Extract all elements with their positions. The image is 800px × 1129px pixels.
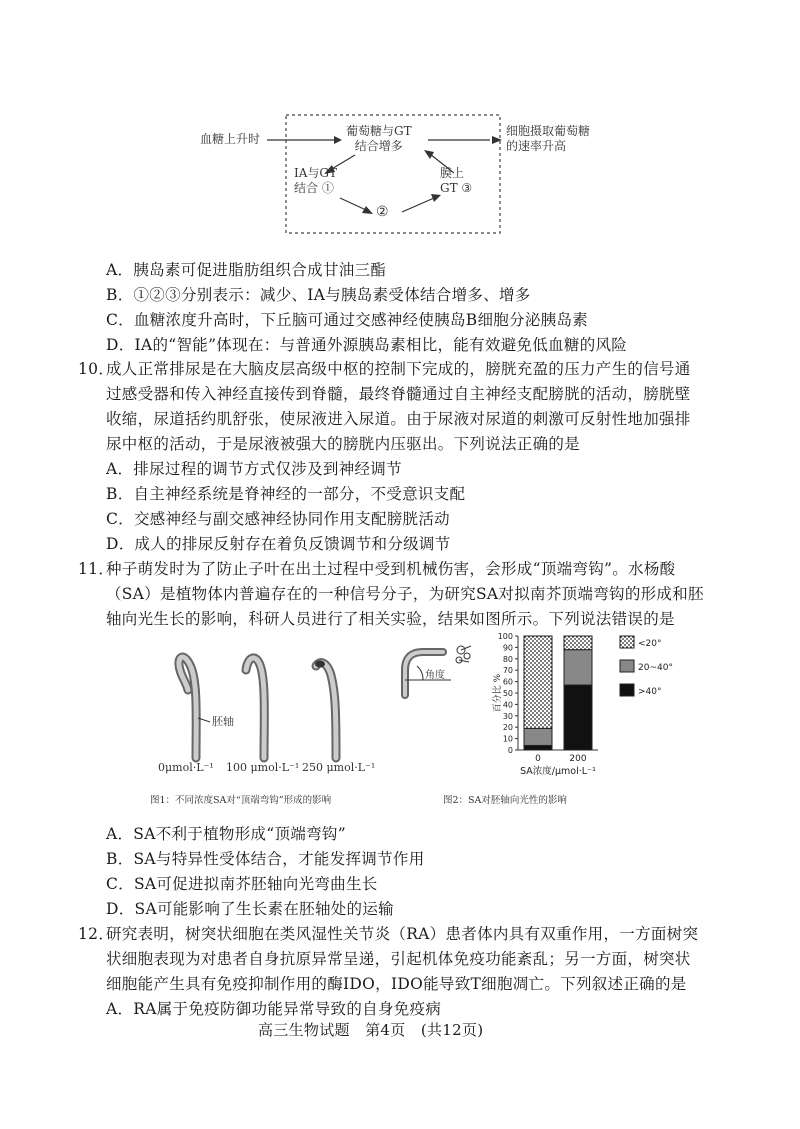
diagram-ia-gt-label: IA与GT 结合 ① bbox=[294, 166, 337, 195]
bar-segment bbox=[524, 745, 552, 750]
fig1-conc-250: 250 μmol·L⁻¹ bbox=[302, 761, 376, 774]
figure-2-caption: 图2：SA对胚轴向光性的影响 bbox=[443, 795, 567, 806]
q11-text-line3: 轴向光生长的影响，科研人员进行了相关实验，结果如图所示。下列说法错误的是 bbox=[106, 610, 675, 628]
arrow-ia-to-2 bbox=[340, 198, 366, 210]
q12-text-line2: 状细胞表现为对患者自身抗原异常呈递，引起机体免疫功能紊乱；另一方面，树突状 bbox=[106, 950, 691, 968]
phototropism-drawing bbox=[395, 630, 505, 713]
q10-text-line3: 收缩，尿道括约肌舒张，使尿液进入尿道。由于尿液对尿道的刺激可反射性地加强排 bbox=[106, 410, 691, 428]
figure-2 bbox=[395, 630, 695, 790]
y-tick-label: 80 bbox=[502, 654, 513, 664]
y-tick-label: 100 bbox=[497, 632, 513, 641]
y-tick-label: 90 bbox=[502, 643, 513, 653]
bar-segment bbox=[564, 650, 592, 685]
bar-segment bbox=[564, 685, 592, 750]
y-tick-label: 50 bbox=[502, 689, 513, 698]
arrow-2-to-gt bbox=[402, 198, 434, 212]
y-tick-label: 20 bbox=[502, 723, 513, 733]
q9-option-b: B．①②③分别表示：减少、IA与胰岛素受体结合增多、增多 bbox=[106, 286, 531, 304]
legend-label: <20° bbox=[638, 639, 662, 649]
q12-text-line1: 研究表明，树突状细胞在类风湿性关节炎（RA）患者体内具有双重作用，一方面树突 bbox=[106, 925, 699, 943]
fig1-hypocotyl-label: 胚轴 bbox=[212, 715, 234, 728]
q12-option-a: A．RA属于免疫防御功能异常导致的自身免疫病 bbox=[106, 1000, 442, 1018]
angle-label: 角度 bbox=[425, 670, 445, 681]
bar-segment bbox=[524, 728, 552, 745]
q10-text-line2: 过感受器和传入神经直接传到脊髓，最终脊髓通过自主神经支配膀胱的活动，膀胱壁 bbox=[106, 385, 691, 403]
fig1-conc-100: 100 μmol·L⁻¹ bbox=[226, 761, 300, 774]
figure-1-caption: 图1：不同浓度SA对“顶端弯钩”形成的影响 bbox=[150, 795, 332, 806]
x-tick-label: 200 bbox=[569, 754, 587, 764]
q11-text-line2: （SA）是植物体内普遍存在的一种信号分子，为研究SA对拟南芥顶端弯钩的形成和胚 bbox=[106, 585, 704, 603]
y-tick-label: 30 bbox=[502, 711, 513, 721]
q10-option-d: D．成人的排尿反射存在着负反馈调节和分级调节 bbox=[106, 535, 451, 553]
legend-swatch bbox=[620, 660, 634, 672]
diagram-membrane-gt-label: 膜上 GT ③ bbox=[440, 166, 473, 195]
q11-text-line1: 种子萌发时为了防止子叶在出土过程中受到机械伤害，会形成“顶端弯钩”。水杨酸 bbox=[106, 560, 676, 578]
legend-label: 20~40° bbox=[638, 663, 673, 673]
q10-option-b: B．自主神经系统是脊神经的一部分，不受意识支配 bbox=[106, 485, 466, 503]
x-tick-label: 0 bbox=[535, 754, 541, 764]
fig1-conc-0: 0μmol·L⁻¹ bbox=[158, 761, 214, 774]
q12-number: 12． bbox=[78, 925, 115, 943]
y-tick-label: 70 bbox=[502, 666, 513, 676]
q11-option-c: C．SA可促进拟南芥胚轴向光弯曲生长 bbox=[106, 875, 378, 893]
diagram-right-label: 细胞摄取葡萄糖 的速率升高 bbox=[506, 124, 591, 153]
q11-number: 11． bbox=[78, 560, 115, 578]
figure-1 bbox=[140, 640, 380, 810]
y-tick-label: 10 bbox=[502, 734, 513, 744]
q12-text-line3: 细胞能产生具有免疫抑制作用的酶IDO，IDO能导致T细胞凋亡。下列叙述正确的是 bbox=[106, 975, 687, 993]
y-tick-label: 60 bbox=[502, 677, 513, 687]
diagram-circle-2: ② bbox=[376, 204, 389, 220]
diagram-top-label: 葡萄糖与GT 结合增多 bbox=[346, 124, 412, 153]
page-footer: 高三生物试题 第4页 (共12页) bbox=[258, 1021, 484, 1039]
q10-text-line4: 尿中枢的活动，于是尿液被强大的膀胱内压驱出。下列说法正确的是 bbox=[106, 435, 581, 453]
q11-option-d: D．SA可能影响了生长素在胚轴处的运输 bbox=[106, 900, 394, 918]
q10-option-a: A．排尿过程的调节方式仅涉及到神经调节 bbox=[106, 460, 402, 478]
x-axis-label: SA浓度/μmol·L⁻¹ bbox=[520, 766, 596, 777]
legend-swatch bbox=[620, 636, 634, 648]
q11-option-b: B．SA与特异性受体结合，才能发挥调节作用 bbox=[106, 850, 425, 868]
q9-option-c: C．血糖浓度升高时，下丘脑可通过交感神经使胰岛B细胞分泌胰岛素 bbox=[106, 311, 589, 329]
q10-option-c: C．交感神经与副交感神经协同作用支配膀胱活动 bbox=[106, 510, 450, 528]
q9-option-a: A．胰岛素可促进脂肪组织合成甘油三酯 bbox=[106, 261, 387, 279]
q10-number: 10． bbox=[78, 360, 115, 378]
flow-diagram bbox=[190, 110, 610, 240]
q10-text-line1: 成人正常排尿是在大脑皮层高级中枢的控制下完成的，膀胱充盈的压力产生的信号通 bbox=[106, 360, 691, 378]
bar-segment bbox=[524, 636, 552, 728]
legend-label: >40° bbox=[638, 687, 662, 697]
q9-option-d: D．IA的“智能”体现在：与普通外源胰岛素相比，能有效避免低血糖的风险 bbox=[106, 336, 628, 354]
y-axis-label: 百分比 % bbox=[493, 673, 503, 713]
stacked-bar-chart bbox=[490, 630, 690, 790]
y-tick-label: 40 bbox=[502, 700, 513, 710]
y-tick-label: 0 bbox=[507, 746, 513, 755]
diagram-left-label: 血糖上升时 bbox=[200, 132, 261, 146]
seedling-drawings bbox=[140, 640, 380, 770]
legend-swatch bbox=[620, 684, 634, 696]
bar-segment bbox=[564, 636, 592, 650]
q11-option-a: A．SA不利于植物形成“顶端弯钩” bbox=[106, 825, 346, 843]
